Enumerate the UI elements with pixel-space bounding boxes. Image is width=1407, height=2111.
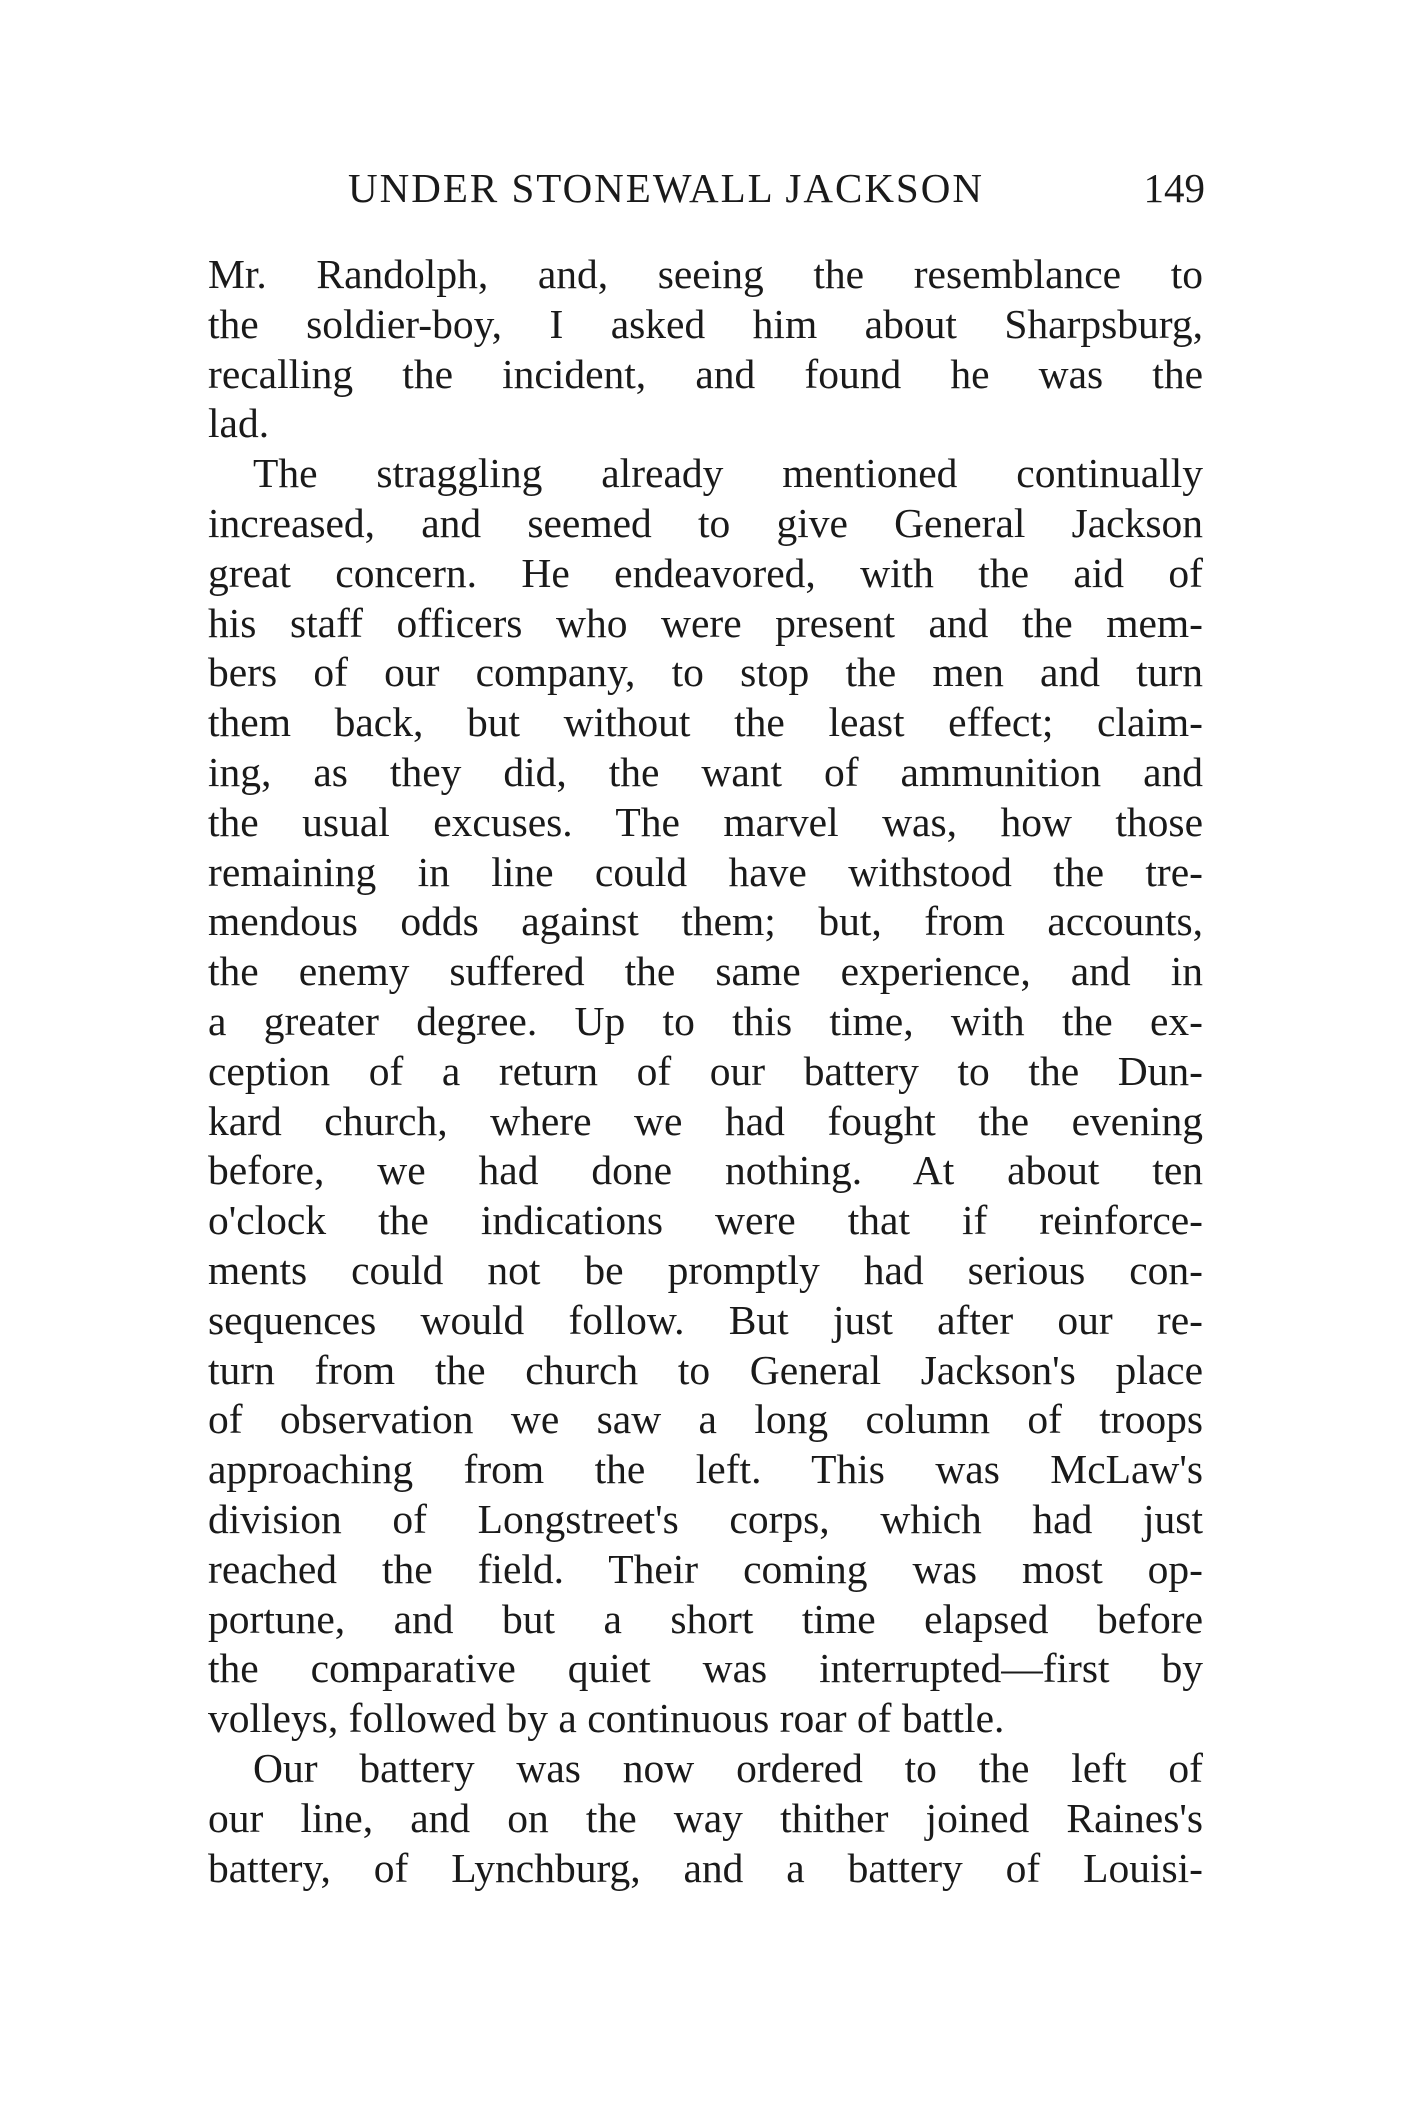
text-line: mendous odds against them; but, from accounts, xyxy=(208,898,1203,945)
text-line: the soldier-boy, I asked him about Sharpsburg, xyxy=(208,300,1203,347)
text-line: reached the field. Their coming was most op- xyxy=(208,1545,1203,1592)
page-number: 149 xyxy=(1143,165,1205,211)
text-line: of observation we saw a long column of troops xyxy=(208,1396,1203,1443)
text-line: lad. xyxy=(208,400,270,447)
text-line: Our battery was now ordered to the left of xyxy=(253,1744,1203,1791)
text-line: increased, and seemed to give General Jackson xyxy=(208,499,1203,546)
text-line: The straggling already mentioned continually xyxy=(253,450,1203,497)
text-line: battery, of Lynchburg, and a battery of Louisi- xyxy=(208,1844,1203,1891)
text-line: sequences would follow. But just after our re- xyxy=(208,1296,1203,1343)
text-line: the usual excuses. The marvel was, how those xyxy=(208,798,1203,845)
text-line: kard church, where we had fought the evening xyxy=(208,1097,1203,1144)
text-line: before, we had done nothing. At about ten xyxy=(208,1147,1203,1194)
text-line: the comparative quiet was interrupted—first by xyxy=(208,1645,1203,1692)
running-head-title: UNDER STONEWALL JACKSON xyxy=(348,165,984,211)
text-line: ments could not be promptly had serious con- xyxy=(208,1246,1203,1293)
text-line: portune, and but a short time elapsed before xyxy=(208,1595,1203,1642)
text-line: turn from the church to General Jackson's place xyxy=(208,1346,1203,1393)
text-line: his staff officers who were present and the mem- xyxy=(208,599,1203,646)
text-line: bers of our company, to stop the men and turn xyxy=(208,649,1203,696)
text-line: volleys, followed by a continuous roar of battle. xyxy=(208,1695,1005,1742)
text-line: a greater degree. Up to this time, with the ex- xyxy=(208,997,1203,1044)
text-line: Mr. Randolph, and, seeing the resemblance to xyxy=(208,251,1203,297)
text-line: recalling the incident, and found he was the xyxy=(208,350,1203,397)
running-head xyxy=(205,158,1205,218)
body-text xyxy=(208,250,1203,1893)
text-line: division of Longstreet's corps, which had just xyxy=(208,1495,1203,1542)
text-line: our line, and on the way thither joined Raines's xyxy=(208,1794,1203,1841)
text-line: approaching from the left. This was McLaw's xyxy=(208,1446,1203,1493)
text-line: the enemy suffered the same experience, and in xyxy=(208,948,1203,995)
text-line: o'clock the indications were that if reinforce- xyxy=(208,1197,1203,1244)
text-line: ception of a return of our battery to the Dun- xyxy=(208,1047,1203,1094)
text-line: great concern. He endeavored, with the aid of xyxy=(208,549,1203,596)
text-line: ing, as they did, the want of ammunition and xyxy=(208,748,1203,795)
text-line: remaining in line could have withstood the tre- xyxy=(208,848,1203,895)
text-line: them back, but without the least effect; claim- xyxy=(208,699,1203,746)
